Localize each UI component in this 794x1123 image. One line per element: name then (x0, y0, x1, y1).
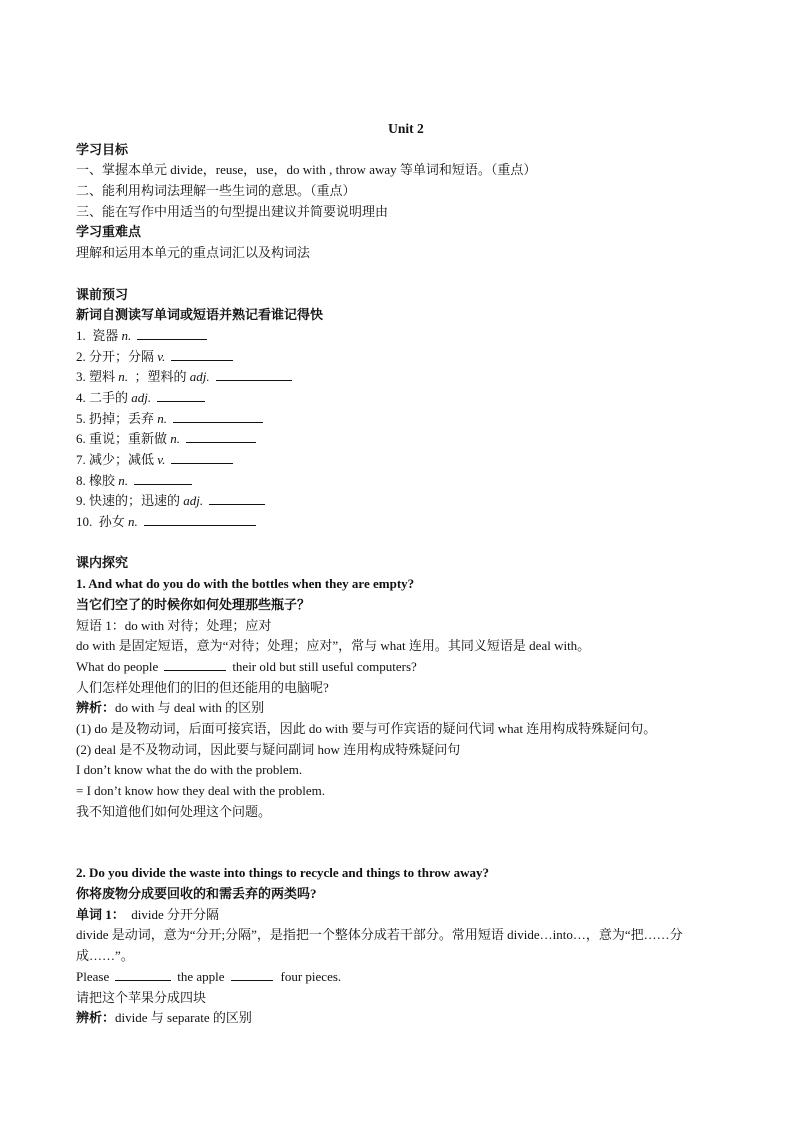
objective-item: 三、能在写作中用适当的句型提出建议并简要说明理由 (76, 203, 389, 219)
phrase-explanation: do with 是固定短语，意为“对待；处理；应对”，常与 what 连用。其同义短语是 deal with。 (76, 638, 591, 654)
vocab-item: 2. 分开；分隔 v. (76, 347, 736, 368)
document-page (76, 118, 736, 1029)
question-2-translation: 你将废物分成要回收的和需丢弃的两类吗? (76, 886, 317, 902)
example-translation: 人们怎样处理他们的旧的但还能用的电脑呢? (76, 679, 329, 695)
vocab-item: 5. 扔掉；丢弃 n. (76, 409, 736, 430)
vocab-item: 8. 橡胶 n. (76, 471, 736, 492)
objectives-heading: 学习目标 (76, 141, 129, 157)
example-translation: 请把这个苹果分成四块 (76, 989, 207, 1005)
explore-heading: 课内探究 (76, 555, 129, 571)
vocab-item: 6. 重说；重新做 n. (76, 429, 736, 450)
question-1-translation: 当它们空了的时候你如何处理那些瓶子？ (76, 596, 311, 612)
answer-blank[interactable] (173, 410, 263, 423)
example-sentence: Please the apple four pieces. (76, 968, 342, 984)
answer-blank[interactable] (137, 327, 207, 340)
example-translation: 我不知道他们如何处理这个问题。 (76, 803, 272, 819)
vocab-item: 3. 塑料 n. ；塑料的 adj. (76, 367, 736, 388)
answer-blank[interactable] (164, 658, 226, 671)
answer-blank[interactable] (157, 389, 205, 402)
vocab-item: 4. 二手的 adj. (76, 388, 736, 409)
answer-blank[interactable] (134, 472, 192, 485)
note-item: (1) do 是及物动词，后面可接宾语，因此 do with 要与可作宾语的疑问代词 what 连用构成特殊疑问句。 (76, 720, 657, 736)
word-explanation: divide 是动词，意为“分开;分隔”，是指把一个整体分成若干部分。常用短语 divide…into…，意为“把……分成……”。 (76, 927, 683, 964)
word-line: 单词 1： divide 分开分隔 (76, 906, 220, 922)
vocab-item: 7. 减少；减低 v. (76, 450, 736, 471)
comparison-line: 辨析：do with 与 deal with 的区别 (76, 700, 265, 716)
answer-blank[interactable] (216, 368, 292, 381)
objective-item: 一、掌握本单元 divide，reuse，use，do with , throw away 等单词和短语。（重点） (76, 162, 537, 178)
answer-blank[interactable] (231, 968, 273, 981)
difficulty-text: 理解和运用本单元的重点词汇以及构词法 (76, 245, 311, 261)
example-sentence: What do people their old but still useful computers? (76, 658, 417, 674)
answer-blank[interactable] (171, 348, 233, 361)
answer-blank[interactable] (186, 430, 256, 443)
example-sentence: = I don’t know how they deal with the problem. (76, 783, 325, 798)
question-1: 1. And what do you do with the bottles when they are empty? (76, 576, 415, 592)
answer-blank[interactable] (171, 451, 233, 464)
note-item: (2) deal 是不及物动词，因此要与疑问副词 how 连用构成特殊疑问句 (76, 741, 461, 757)
objective-item: 二、能利用构词法理解一些生词的意思。（重点） (76, 183, 356, 199)
page-title: Unit 2 (388, 121, 424, 136)
answer-blank[interactable] (209, 492, 265, 505)
phrase-line: 短语 1：do with 对待；处理；应对 (76, 617, 272, 633)
answer-blank[interactable] (115, 968, 171, 981)
preview-heading: 课前预习 (76, 286, 129, 302)
difficulty-heading: 学习重难点 (76, 224, 142, 240)
preview-subheading: 新词自测读写单词或短语并熟记看谁记得快 (76, 307, 324, 323)
comparison-line: 辨析：divide 与 separate 的区别 (76, 1010, 252, 1026)
answer-blank[interactable] (144, 513, 256, 526)
vocab-item: 10. 孙女 n. (76, 512, 736, 533)
question-2: 2. Do you divide the waste into things to recycle and things to throw away? (76, 865, 490, 881)
vocab-item: 9. 快速的；迅速的 adj. (76, 491, 736, 512)
vocab-item: 1. 瓷器 n. (76, 326, 736, 347)
example-sentence: I don’t know what the do with the problem. (76, 762, 303, 778)
